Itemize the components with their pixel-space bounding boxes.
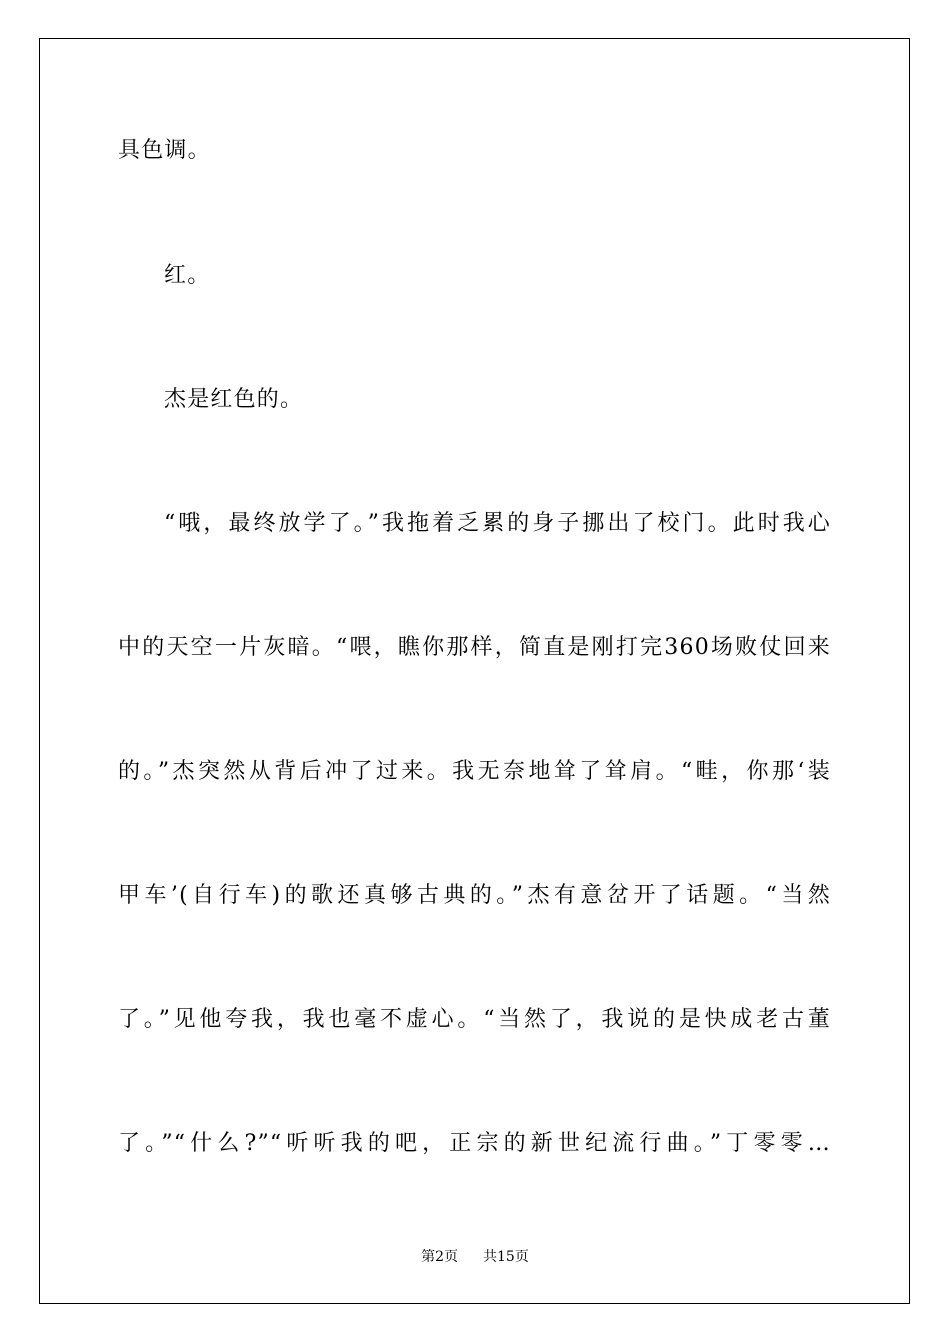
page-total: 共15页 <box>483 1249 529 1265</box>
text-line: “哦，最终放学了。”我拖着乏累的身子挪出了校门。此时我心 <box>164 511 831 536</box>
text-line: 甲车’(自行车)的歌还真够古典的。”杰有意岔开了话题。“当然 <box>118 883 831 908</box>
page-frame <box>39 38 910 1304</box>
page-number: 第2页 <box>421 1249 459 1265</box>
text-line: 杰是红色的。 <box>164 387 304 412</box>
text-line: 具色调。 <box>118 138 211 163</box>
text-line: 了。”“什么?”“听听我的吧，正宗的新世纪流行曲。”丁零零… <box>118 1131 831 1156</box>
text-line: 中的天空一片灰暗。“喂，瞧你那样，简直是刚打完360场败仗回来 <box>118 635 831 660</box>
text-line: 红。 <box>164 263 211 288</box>
text-line: 的。”杰突然从背后冲了过来。我无奈地耸了耸肩。“畦，你那‘装 <box>118 759 831 784</box>
text-line: 了。”见他夸我，我也毫不虚心。“当然了，我说的是快成老古董 <box>118 1007 831 1032</box>
page-footer <box>0 1247 950 1267</box>
